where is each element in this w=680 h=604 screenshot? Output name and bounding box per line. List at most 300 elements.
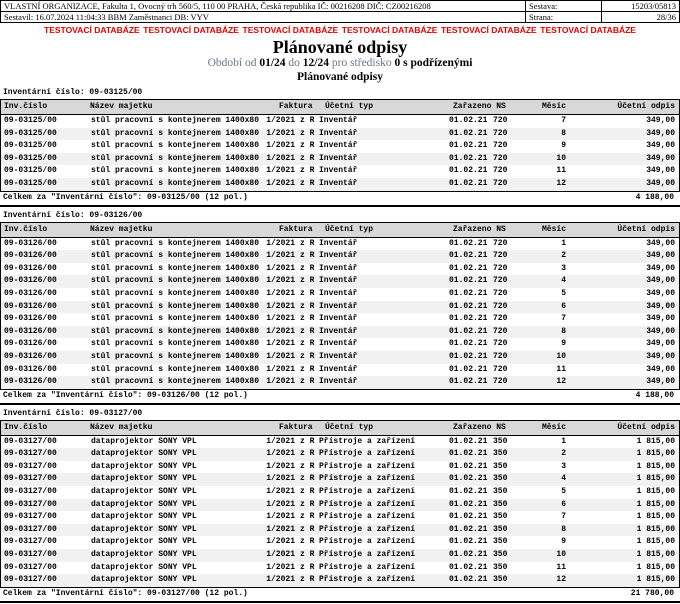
cell-inv-cislo: 09-03127/00 (4, 487, 57, 497)
cell-inv-cislo: 09-03127/00 (4, 512, 57, 522)
cell-ucetni-odpis: 1 815,00 (636, 436, 675, 446)
cell-mesic: 10 (556, 351, 566, 361)
section-total-row (0, 390, 680, 405)
cell-nazev-majetku: stůl pracovní s kontejnerem 1400x80 (91, 153, 260, 163)
cell-ucetni-odpis: 1 815,00 (636, 449, 675, 459)
cell-ucetni-typ: Inventář (319, 128, 358, 138)
cell-flags: z R (300, 351, 315, 361)
cell-nazev-majetku: stůl pracovní s kontejnerem 1400x80 (91, 251, 260, 261)
cell-ucetni-typ: Přístroje a zařízení (319, 449, 416, 459)
cell-flags: z R (300, 377, 315, 387)
warning-text: TESTOVACÍ DATABÁZE (44, 25, 140, 35)
cell-flags: z R (300, 153, 315, 163)
cell-ucetni-odpis: 349,00 (646, 377, 675, 387)
cell-ucetni-odpis: 349,00 (646, 141, 675, 151)
cell-ucetni-typ: Inventář (319, 364, 358, 374)
cell-mesic: 11 (556, 364, 566, 374)
table-body (1, 436, 679, 587)
cell-zarazeno: 01.02.21 (449, 436, 488, 446)
cell-faktura: 1/2021 (266, 166, 295, 176)
cell-inv-cislo: 09-03126/00 (4, 301, 57, 311)
table-row (1, 351, 679, 364)
inventory-number-label: Inventární číslo: 09-03125/00 (3, 88, 143, 97)
cell-ns: 720 (493, 351, 508, 361)
table-row (1, 275, 679, 288)
cell-ucetni-odpis: 349,00 (646, 128, 675, 138)
inventory-number-label: Inventární číslo: 09-03127/00 (3, 408, 143, 418)
cell-inv-cislo: 09-03126/00 (4, 276, 57, 286)
table-row (1, 376, 679, 389)
cell-ucetni-odpis: 1 815,00 (636, 562, 675, 572)
cell-zarazeno: 01.02.21 (449, 141, 488, 151)
cell-ns: 350 (493, 461, 508, 471)
cell-ns: 720 (493, 178, 508, 188)
report-subtitle: Plánované odpisy (297, 71, 383, 83)
compiled-line: Sestavil: 16.07.2024 11:04:33 BBM Zaměstnanci DB: VYV (1, 11, 525, 22)
cell-flags: z R (300, 238, 315, 248)
cell-ucetni-typ: Inventář (319, 288, 358, 298)
cell-nazev-majetku: dataprojektor SONY VPL (91, 487, 197, 497)
cell-flags: z R (300, 487, 315, 497)
cell-mesic: 5 (561, 487, 566, 497)
section-total-label: Celkem za "Inventární číslo": 09-03125/00 (12 pol.) (3, 192, 248, 202)
cell-mesic: 7 (561, 314, 566, 324)
cell-nazev-majetku: dataprojektor SONY VPL (91, 524, 197, 534)
cell-ns: 720 (493, 364, 508, 374)
cell-flags: z R (300, 301, 315, 311)
cell-flags: z R (300, 251, 315, 261)
cell-flags: z R (300, 128, 315, 138)
cell-nazev-majetku: dataprojektor SONY VPL (91, 512, 197, 522)
cell-faktura: 1/2021 (266, 128, 295, 138)
cell-faktura: 1/2021 (266, 301, 295, 311)
cell-nazev-majetku: dataprojektor SONY VPL (91, 449, 197, 459)
cell-ucetni-odpis: 1 815,00 (636, 474, 675, 484)
cell-zarazeno: 01.02.21 (449, 512, 488, 522)
column-header-typ: Účetní typ (325, 102, 374, 111)
column-header-name: Název majetku (90, 102, 153, 111)
cell-faktura: 1/2021 (266, 499, 295, 509)
column-header-odpis: Účetní odpis (617, 224, 675, 234)
cell-ucetni-typ: Inventář (319, 178, 358, 188)
cell-flags: z R (300, 116, 315, 125)
cell-ns: 350 (493, 537, 508, 547)
cell-ucetni-odpis: 349,00 (646, 339, 675, 349)
cell-ns: 350 (493, 524, 508, 534)
column-header-typ: Účetní typ (325, 224, 374, 234)
depreciation-table (0, 222, 680, 390)
warning-text: TESTOVACÍ DATABÁZE (441, 25, 537, 35)
cell-nazev-majetku: stůl pracovní s kontejnerem 1400x80 (91, 314, 260, 324)
cell-mesic: 2 (561, 251, 566, 261)
cell-flags: z R (300, 339, 315, 349)
cell-zarazeno: 01.02.21 (449, 339, 488, 349)
cell-ucetni-typ: Přístroje a zařízení (319, 436, 416, 446)
cell-ns: 350 (493, 550, 508, 560)
cell-ns: 350 (493, 512, 508, 522)
cell-inv-cislo: 09-03125/00 (4, 166, 57, 176)
table-body (1, 115, 679, 191)
cell-faktura: 1/2021 (266, 116, 295, 125)
warning-text: TESTOVACÍ DATABÁZE (341, 25, 438, 35)
column-header-mesic: Měsíc (542, 422, 567, 432)
cell-flags: z R (300, 166, 315, 176)
cell-ucetni-typ: Inventář (319, 351, 358, 361)
cell-nazev-majetku: dataprojektor SONY VPL (91, 550, 197, 560)
cell-zarazeno: 01.02.21 (449, 301, 488, 311)
table-row (1, 338, 679, 351)
cell-inv-cislo: 09-03126/00 (4, 351, 57, 361)
cell-ns: 350 (493, 436, 508, 446)
cell-nazev-majetku: stůl pracovní s kontejnerem 1400x80 (91, 116, 260, 125)
cell-inv-cislo: 09-03126/00 (4, 364, 57, 374)
cell-ucetni-typ: Přístroje a zařízení (319, 537, 416, 547)
cell-faktura: 1/2021 (266, 238, 295, 248)
cell-zarazeno: 01.02.21 (449, 128, 488, 138)
section-total-label: Celkem za "Inventární číslo": 09-03127/00 (12 pol.) (3, 588, 248, 598)
cell-faktura: 1/2021 (266, 276, 295, 286)
cell-faktura: 1/2021 (266, 178, 295, 188)
cell-ns: 350 (493, 575, 508, 585)
cell-faktura: 1/2021 (266, 288, 295, 298)
cell-mesic: 9 (561, 141, 566, 151)
cell-zarazeno: 01.02.21 (449, 178, 488, 188)
cell-flags: z R (300, 141, 315, 151)
cell-mesic: 8 (561, 326, 566, 336)
strana-label: Strana: (525, 11, 601, 22)
cell-zarazeno: 01.02.21 (449, 474, 488, 484)
section-total-value: 4 188,00 (635, 192, 674, 202)
cell-inv-cislo: 09-03127/00 (4, 562, 57, 572)
cell-ucetni-typ: Inventář (319, 141, 358, 151)
cell-ucetni-typ: Inventář (319, 251, 358, 261)
cell-inv-cislo: 09-03126/00 (4, 377, 57, 387)
cell-faktura: 1/2021 (266, 562, 295, 572)
cell-nazev-majetku: dataprojektor SONY VPL (91, 537, 197, 547)
sestava-label: Sestava: (525, 1, 601, 11)
cell-flags: z R (300, 537, 315, 547)
cell-ucetni-typ: Inventář (319, 153, 358, 163)
page-header (0, 0, 680, 23)
cell-ucetni-typ: Inventář (319, 238, 358, 248)
table-row (1, 461, 679, 474)
cell-ucetni-odpis: 349,00 (646, 238, 675, 248)
cell-zarazeno: 01.02.21 (449, 487, 488, 497)
cell-faktura: 1/2021 (266, 512, 295, 522)
table-row (1, 288, 679, 301)
table-row (1, 499, 679, 512)
cell-inv-cislo: 09-03127/00 (4, 524, 57, 534)
cell-inv-cislo: 09-03127/00 (4, 537, 57, 547)
table-row (1, 165, 679, 178)
cell-mesic: 11 (556, 166, 566, 176)
table-row (1, 263, 679, 276)
cell-ucetni-odpis: 1 815,00 (636, 537, 675, 547)
cell-mesic: 10 (556, 153, 566, 163)
cell-zarazeno: 01.02.21 (449, 251, 488, 261)
table-row (1, 313, 679, 326)
cell-zarazeno: 01.02.21 (449, 364, 488, 374)
cell-zarazeno: 01.02.21 (449, 288, 488, 298)
warning-text: TESTOVACÍ DATABÁZE (143, 25, 239, 35)
cell-ns: 350 (493, 487, 508, 497)
cell-ucetni-typ: Přístroje a zařízení (319, 461, 416, 471)
cell-ucetni-odpis: 1 815,00 (636, 550, 675, 560)
cell-ns: 350 (493, 474, 508, 484)
cell-flags: z R (300, 524, 315, 534)
cell-ns: 720 (493, 377, 508, 387)
cell-zarazeno: 01.02.21 (449, 314, 488, 324)
cell-nazev-majetku: stůl pracovní s kontejnerem 1400x80 (91, 166, 260, 176)
cell-mesic: 2 (561, 449, 566, 459)
cell-faktura: 1/2021 (266, 449, 295, 459)
cell-mesic: 4 (561, 276, 566, 286)
cell-ucetni-odpis: 349,00 (646, 351, 675, 361)
table-row (1, 511, 679, 524)
column-header-faktura: Faktura (279, 224, 313, 234)
table-row (1, 153, 679, 166)
cell-ns: 720 (493, 251, 508, 261)
cell-faktura: 1/2021 (266, 314, 295, 324)
cell-ns: 350 (493, 449, 508, 459)
cell-mesic: 12 (556, 575, 566, 585)
cell-inv-cislo: 09-03125/00 (4, 153, 57, 163)
strana-value: 28/36 (601, 11, 679, 22)
cell-ucetni-typ: Inventář (319, 377, 358, 387)
cell-mesic: 3 (561, 263, 566, 273)
cell-mesic: 8 (561, 524, 566, 534)
column-header-faktura: Faktura (279, 102, 313, 111)
cell-nazev-majetku: dataprojektor SONY VPL (91, 461, 197, 471)
inventory-section (0, 210, 680, 405)
period-line (0, 57, 680, 70)
cell-ucetni-odpis: 1 815,00 (636, 524, 675, 534)
cell-ucetni-odpis: 349,00 (646, 276, 675, 286)
cell-flags: z R (300, 550, 315, 560)
column-header-name: Název majetku (90, 224, 153, 234)
cell-inv-cislo: 09-03127/00 (4, 461, 57, 471)
cell-inv-cislo: 09-03125/00 (4, 141, 57, 151)
cell-zarazeno: 01.02.21 (449, 326, 488, 336)
cell-mesic: 1 (561, 436, 566, 446)
column-header-zarazeno_ns: Zařazeno NS (453, 422, 506, 432)
column-header-zarazeno_ns: Zařazeno NS (453, 224, 506, 234)
cell-nazev-majetku: dataprojektor SONY VPL (91, 499, 197, 509)
cell-faktura: 1/2021 (266, 141, 295, 151)
cell-inv-cislo: 09-03127/00 (4, 499, 57, 509)
warning-text: TESTOVACÍ DATABÁZE (540, 25, 636, 35)
cell-zarazeno: 01.02.21 (449, 461, 488, 471)
cell-faktura: 1/2021 (266, 487, 295, 497)
sections (0, 87, 680, 603)
cell-faktura: 1/2021 (266, 436, 295, 446)
cell-ns: 720 (493, 276, 508, 286)
cell-ucetni-typ: Inventář (319, 166, 358, 176)
cell-zarazeno: 01.02.21 (449, 166, 488, 176)
cell-nazev-majetku: stůl pracovní s kontejnerem 1400x80 (91, 377, 260, 387)
cell-flags: z R (300, 288, 315, 298)
cell-ucetni-odpis: 349,00 (646, 178, 675, 188)
period-segment: 12/24 (302, 57, 329, 69)
cell-flags: z R (300, 474, 315, 484)
cell-ucetni-odpis: 1 815,00 (636, 487, 675, 497)
cell-zarazeno: 01.02.21 (449, 562, 488, 572)
section-total-row (0, 588, 680, 603)
cell-zarazeno: 01.02.21 (449, 550, 488, 560)
cell-mesic: 8 (561, 128, 566, 138)
cell-nazev-majetku: stůl pracovní s kontejnerem 1400x80 (91, 288, 260, 298)
cell-ucetni-odpis: 349,00 (646, 263, 675, 273)
cell-inv-cislo: 09-03126/00 (4, 263, 57, 273)
cell-ns: 720 (493, 128, 508, 138)
cell-mesic: 1 (561, 238, 566, 248)
cell-ucetni-typ: Přístroje a zařízení (319, 575, 416, 585)
cell-flags: z R (300, 263, 315, 273)
column-header-mesic: Měsíc (542, 102, 567, 111)
table-row (1, 128, 679, 141)
cell-ucetni-typ: Inventář (319, 276, 358, 286)
cell-faktura: 1/2021 (266, 326, 295, 336)
cell-zarazeno: 01.02.21 (449, 351, 488, 361)
cell-inv-cislo: 09-03127/00 (4, 449, 57, 459)
section-total-value: 21 780,00 (630, 588, 674, 598)
cell-zarazeno: 01.02.21 (449, 449, 488, 459)
column-header-inv: Inv.číslo (4, 102, 48, 111)
cell-ucetni-odpis: 1 815,00 (636, 461, 675, 471)
cell-ns: 720 (493, 314, 508, 324)
cell-inv-cislo: 09-03125/00 (4, 116, 57, 125)
cell-nazev-majetku: stůl pracovní s kontejnerem 1400x80 (91, 263, 260, 273)
cell-mesic: 7 (561, 116, 566, 125)
table-row (1, 448, 679, 461)
cell-ucetni-typ: Přístroje a zařízení (319, 550, 416, 560)
table-row (1, 524, 679, 537)
table-body (1, 238, 679, 389)
cell-ns: 720 (493, 153, 508, 163)
cell-flags: z R (300, 364, 315, 374)
period-segment: pro středisko (328, 57, 395, 69)
cell-flags: z R (300, 276, 315, 286)
cell-faktura: 1/2021 (266, 377, 295, 387)
column-header-faktura: Faktura (279, 422, 313, 432)
inventory-section (0, 408, 680, 603)
depreciation-table (0, 99, 680, 192)
cell-flags: z R (300, 512, 315, 522)
period-segment: Období od (207, 57, 260, 69)
cell-zarazeno: 01.02.21 (449, 575, 488, 585)
cell-ucetni-odpis: 349,00 (646, 314, 675, 324)
cell-ns: 720 (493, 326, 508, 336)
table-row (1, 178, 679, 191)
cell-ucetni-typ: Inventář (319, 116, 358, 125)
cell-zarazeno: 01.02.21 (449, 153, 488, 163)
section-total-row (0, 192, 680, 207)
table-row (1, 562, 679, 575)
cell-zarazeno: 01.02.21 (449, 263, 488, 273)
cell-ucetni-odpis: 1 815,00 (636, 512, 675, 522)
cell-faktura: 1/2021 (266, 263, 295, 273)
cell-ucetni-typ: Inventář (319, 263, 358, 273)
cell-flags: z R (300, 314, 315, 324)
cell-mesic: 9 (561, 339, 566, 349)
cell-mesic: 7 (561, 512, 566, 522)
cell-zarazeno: 01.02.21 (449, 524, 488, 534)
cell-nazev-majetku: dataprojektor SONY VPL (91, 436, 197, 446)
cell-ucetni-typ: Přístroje a zařízení (319, 512, 416, 522)
cell-faktura: 1/2021 (266, 364, 295, 374)
cell-mesic: 3 (561, 461, 566, 471)
cell-ucetni-typ: Inventář (319, 339, 358, 349)
cell-inv-cislo: 09-03127/00 (4, 474, 57, 484)
cell-ucetni-odpis: 349,00 (646, 364, 675, 374)
cell-inv-cislo: 09-03127/00 (4, 550, 57, 560)
warning-row (0, 25, 680, 35)
cell-ucetni-typ: Přístroje a zařízení (319, 474, 416, 484)
organization-line: VLASTNÍ ORGANIZACE, Fakulta 1, Ovocný trh 560/5, 110 00 PRAHA, Česká republika IČ: 00216208 DIČ: CZ00216208 (4, 1, 431, 11)
cell-inv-cislo: 09-03125/00 (4, 128, 57, 138)
cell-inv-cislo: 09-03126/00 (4, 288, 57, 298)
cell-ns: 720 (493, 263, 508, 273)
cell-nazev-majetku: stůl pracovní s kontejnerem 1400x80 (91, 326, 260, 336)
cell-ucetni-odpis: 349,00 (646, 251, 675, 261)
cell-mesic: 9 (561, 537, 566, 547)
cell-inv-cislo: 09-03127/00 (4, 436, 57, 446)
period-segment: do (285, 57, 303, 69)
cell-flags: z R (300, 461, 315, 471)
cell-ucetni-odpis: 349,00 (646, 116, 675, 125)
cell-flags: z R (300, 178, 315, 188)
cell-ns: 720 (493, 116, 508, 125)
cell-flags: z R (300, 326, 315, 336)
cell-ucetni-odpis: 1 815,00 (636, 499, 675, 509)
cell-nazev-majetku: stůl pracovní s kontejnerem 1400x80 (91, 351, 260, 361)
cell-inv-cislo: 09-03126/00 (4, 314, 57, 324)
table-row (1, 549, 679, 562)
cell-zarazeno: 01.02.21 (449, 116, 488, 125)
cell-faktura: 1/2021 (266, 339, 295, 349)
cell-flags: z R (300, 449, 315, 459)
table-row (1, 364, 679, 377)
report-title: Plánované odpisy (272, 37, 408, 57)
table-row (1, 301, 679, 314)
cell-zarazeno: 01.02.21 (449, 276, 488, 286)
cell-mesic: 4 (561, 474, 566, 484)
cell-nazev-majetku: dataprojektor SONY VPL (91, 562, 197, 572)
cell-inv-cislo: 09-03125/00 (4, 178, 57, 188)
table-header-row (1, 100, 679, 115)
cell-mesic: 5 (561, 288, 566, 298)
cell-flags: z R (300, 575, 315, 585)
cell-mesic: 10 (556, 550, 566, 560)
cell-ns: 350 (493, 562, 508, 572)
cell-nazev-majetku: dataprojektor SONY VPL (91, 474, 197, 484)
cell-nazev-majetku: stůl pracovní s kontejnerem 1400x80 (91, 128, 260, 138)
table-row (1, 574, 679, 587)
cell-ucetni-odpis: 349,00 (646, 153, 675, 163)
cell-inv-cislo: 09-03126/00 (4, 339, 57, 349)
cell-ucetni-typ: Přístroje a zařízení (319, 487, 416, 497)
cell-faktura: 1/2021 (266, 461, 295, 471)
column-header-odpis: Účetní odpis (617, 422, 675, 432)
column-header-odpis: Účetní odpis (617, 102, 675, 111)
cell-ucetni-typ: Přístroje a zařízení (319, 524, 416, 534)
inventory-section (0, 87, 680, 207)
cell-ns: 720 (493, 238, 508, 248)
column-header-typ: Účetní typ (325, 422, 374, 432)
cell-nazev-majetku: stůl pracovní s kontejnerem 1400x80 (91, 178, 260, 188)
table-row (1, 486, 679, 499)
cell-nazev-majetku: stůl pracovní s kontejnerem 1400x80 (91, 276, 260, 286)
